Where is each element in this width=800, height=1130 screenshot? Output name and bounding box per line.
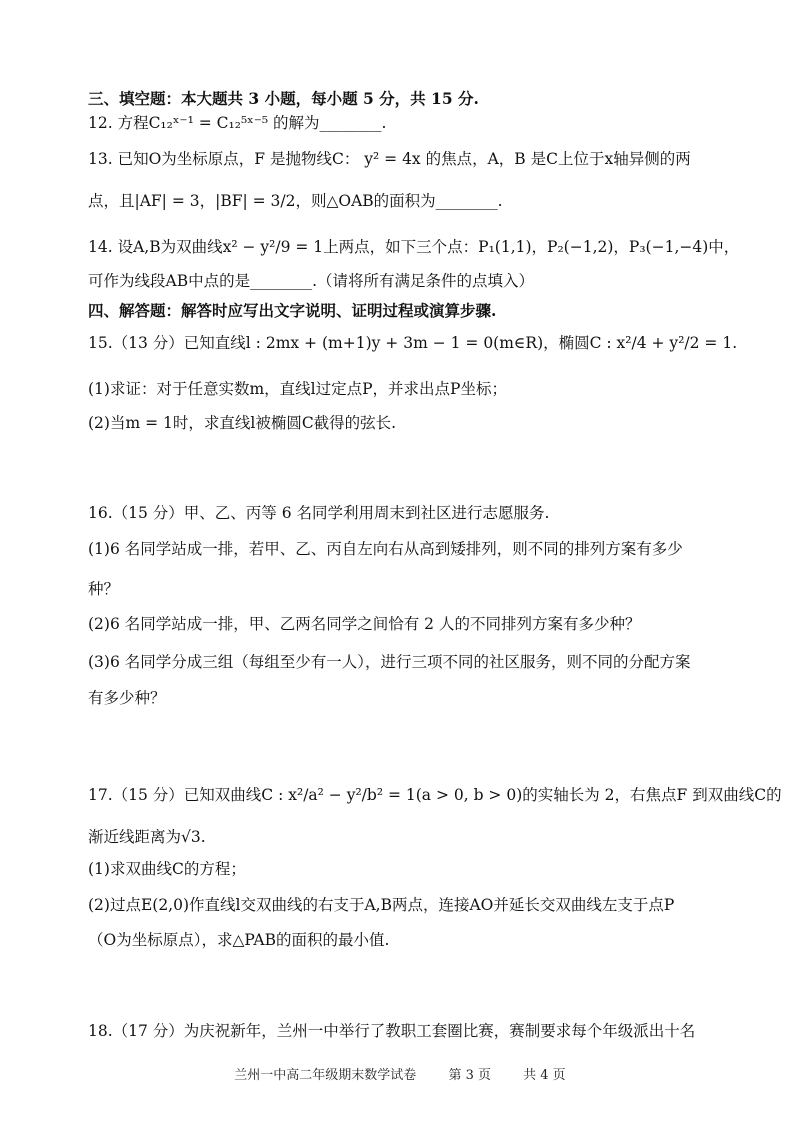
q14-line2: 可作为线段AB中点的是________.（请将所有满足条件的点填入） [88, 272, 535, 290]
q15-part2: (2)当m = 1时，求直线l被椭圆C截得的弦长. [88, 414, 397, 432]
q16-part2: (2)6 名同学站成一排，甲、乙两名同学之间恰有 2 人的不同排列方案有多少种？ [88, 615, 641, 633]
q15-stem: 15.（13 分）已知直线l : 2mx + (m+1)y + 3m − 1 = 0(m∈R)，椭圆C : x²/4 + y²/2 = 1. [88, 334, 738, 352]
footer-title: 兰州一中高二年级期末数学试卷 [234, 1068, 417, 1083]
section4-heading: 四、解答题：解答时应写出文字说明、证明过程或演算步骤. [88, 301, 497, 320]
q18-stem-line1: 18.（17 分）为庆祝新年，兰州一中举行了教职工套圈比赛，赛制要求每个年级派出十名 [88, 1022, 696, 1040]
q12: 12. 方程C₁₂ˣ⁻¹ = C₁₂⁵ˣ⁻⁵ 的解为________. [88, 114, 387, 132]
q16-part3-line1: (3)6 名同学分成三组（每组至少有一人），进行三项不同的社区服务，则不同的分配方案 [88, 653, 691, 671]
section3-heading: 三、填空题：本大题共 3 小题，每小题 5 分，共 15 分. [88, 89, 479, 108]
q17-stem-line1: 17.（15 分）已知双曲线C : x²/a² − y²/b² = 1(a > 0, b > 0)的实轴长为 2，右焦点F 到双曲线C的 [88, 786, 782, 804]
q16-stem: 16.（15 分）甲、乙、丙等 6 名同学利用周末到社区进行志愿服务. [88, 504, 550, 522]
page-footer [0, 1064, 800, 1083]
q16-part1-line2: 种？ [88, 580, 120, 598]
q17-part2-line2: （O为坐标原点），求△PAB的面积的最小值. [88, 931, 390, 949]
q17-part1: (1)求双曲线C的方程； [88, 860, 246, 878]
q16-part1-line1: (1)6 名同学站成一排，若甲、乙、丙自左向右从高到矮排列，则不同的排列方案有多少 [88, 540, 683, 558]
q13-line2: 点，且|AF| = 3，|BF| = 3/2，则△OAB的面积为________. [88, 192, 503, 210]
q17-stem-line2: 渐近线距离为√3. [88, 828, 206, 846]
footer-total-pages: 共 4 页 [523, 1068, 566, 1083]
q13-line1: 13. 已知O为坐标原点，F 是抛物线C： y² = 4x 的焦点，A，B 是C上位于x轴异侧的两 [88, 150, 691, 168]
q14-line1: 14. 设A,B为双曲线x² − y²/9 = 1上两点，如下三个点：P₁(1,1)，P₂(−1,2)，P₃(−1,−4)中， [88, 238, 740, 256]
footer-page-number: 第 3 页 [448, 1068, 491, 1083]
q17-part2-line1: (2)过点E(2,0)作直线l交双曲线的右支于A,B两点，连接AO并延长交双曲线左支于点P [88, 896, 675, 914]
q16-part3-line2: 有多少种？ [88, 689, 166, 707]
q15-part1: (1)求证：对于任意实数m，直线l过定点P，并求出点P坐标； [88, 380, 507, 398]
